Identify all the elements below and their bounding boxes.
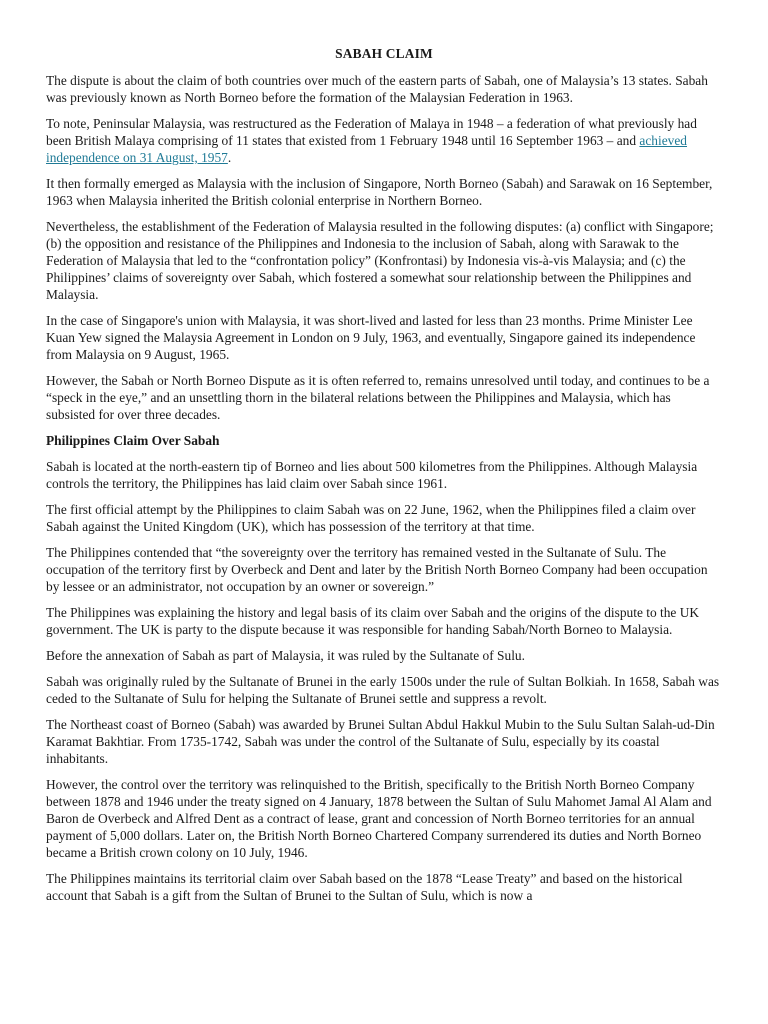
paragraph-unresolved: However, the Sabah or North Borneo Dispute as it is often referred to, remains unresolved until today, and continues to be a “speck in the eye,” and an unsettling thorn in the bilateral relations between the Philippines and Malaysia, which has subsisted for over three decades. xyxy=(46,373,710,422)
independence-link[interactable]: achieved independence on 31 August, 1957 xyxy=(46,133,688,165)
paragraph-british-control: However, the control over the territory was relinquished to the British, specifically to the British North Borneo Company between 1878 and 1946 under the treaty signed on 4 January, 1878 between the Sultan of Sulu Mahomet Jamal Al Alam and Baron de Overbeck and Alfred Dent as a contract of lease, grant and concession of North Borneo territories for an annual payment of 5,000 dollars. Later on, the British North Borneo Chartered Company surrendered its duties and North Borneo became a British crown colony on 10 July, 1946. xyxy=(46,777,712,860)
paragraph-formation: It then formally emerged as Malaysia with the inclusion of Singapore, North Borneo (Sabah) and Sarawak on 16 September, 1963 when Malaysia inherited the British colonial enterprise in Northern Borneo. xyxy=(46,176,713,208)
paragraph-northeast-coast: The Northeast coast of Borneo (Sabah) was awarded by Brunei Sultan Abdul Hakkul Mubin to the Sulu Sultan Salah-ud-Din Karamat Bakhtiar. From 1735-1742, Sabah was under the control of the Sultanate of Sulu, especially by its coastal inhabitants. xyxy=(46,717,715,766)
document-page xyxy=(46,40,722,913)
paragraph-text: . xyxy=(227,150,232,165)
paragraph-first-attempt: The first official attempt by the Philippines to claim Sabah was on 22 June, 1962, when the Philippines filed a claim over Sabah against the United Kingdom (UK), which has possession of the territory at that time. xyxy=(46,502,696,534)
paragraph-intro: The dispute is about the claim of both countries over much of the eastern parts of Sabah, one of Malaysia’s 13 states. Sabah was previously known as North Borneo before the formation of the Malaysian Federation in 1963. xyxy=(46,73,708,105)
paragraph-peninsular-malaysia xyxy=(46,115,722,166)
paragraph-disputes: Nevertheless, the establishment of the Federation of Malaysia resulted in the following disputes: (a) conflict with Singapore; (b) the opposition and resistance of the Philippines and Indonesia to the inclusion of Sabah, along with Sarawak to the Federation of Malaysia that led to the “confrontation policy” (Konfrontasi) by Indonesia vis-à-vis Malaysia; and (c) the Philippines’ claims of sovereignty over Sabah, which fostered a somewhat sour relationship between the Philippines and Malaysia. xyxy=(46,219,714,302)
section-heading: Philippines Claim Over Sabah xyxy=(46,433,220,448)
paragraph-legal-basis: The Philippines was explaining the history and legal basis of its claim over Sabah and the origins of the dispute to the UK government. The UK is party to the dispute because it was responsible for handing Sabah/North Borneo to Malaysia. xyxy=(46,605,700,637)
paragraph-singapore: In the case of Singapore's union with Malaysia, it was short-lived and lasted for less than 23 months. Prime Minister Lee Kuan Yew signed the Malaysia Agreement in London on 9 July, 1963, and eventually, Singapore gained its independence from Malaysia on 9 August, 1965. xyxy=(46,313,696,362)
paragraph-annexation: Before the annexation of Sabah as part of Malaysia, it was ruled by the Sultanate of Sulu. xyxy=(46,648,525,663)
paragraph-lease-treaty: The Philippines maintains its territorial claim over Sabah based on the 1878 “Lease Treaty” and based on the historical account that Sabah is a gift from the Sultan of Brunei to the Sultan of Sulu, which is now a xyxy=(46,871,683,903)
paragraph-contention: The Philippines contended that “the sovereignty over the territory has remained vested in the Sultanate of Sulu. The occupation of the territory first by Overbeck and Dent and later by the British North Borneo Company had been occupation by lessee or an administrator, not occupation by an owner or sovereign.” xyxy=(46,545,708,594)
document-title: SABAH CLAIM xyxy=(335,46,433,61)
paragraph-brunei-rule: Sabah was originally ruled by the Sultanate of Brunei in the early 1500s under the rule of Sultan Bolkiah. In 1658, Sabah was ceded to the Sultanate of Sulu for helping the Sultanate of Brunei settle and suppress a revolt. xyxy=(46,674,720,706)
paragraph-text: To note, Peninsular Malaysia, was restructured as the Federation of Malaya in 1948 – a federation of what previously had been British Malaya comprising of 11 states that existed from 1 February 1948 until 16 September 1963 – and xyxy=(46,116,697,148)
paragraph-location: Sabah is located at the north-eastern tip of Borneo and lies about 500 kilometres from the Philippines. Although Malaysia controls the territory, the Philippines has laid claim over Sabah since 1961. xyxy=(46,459,698,491)
